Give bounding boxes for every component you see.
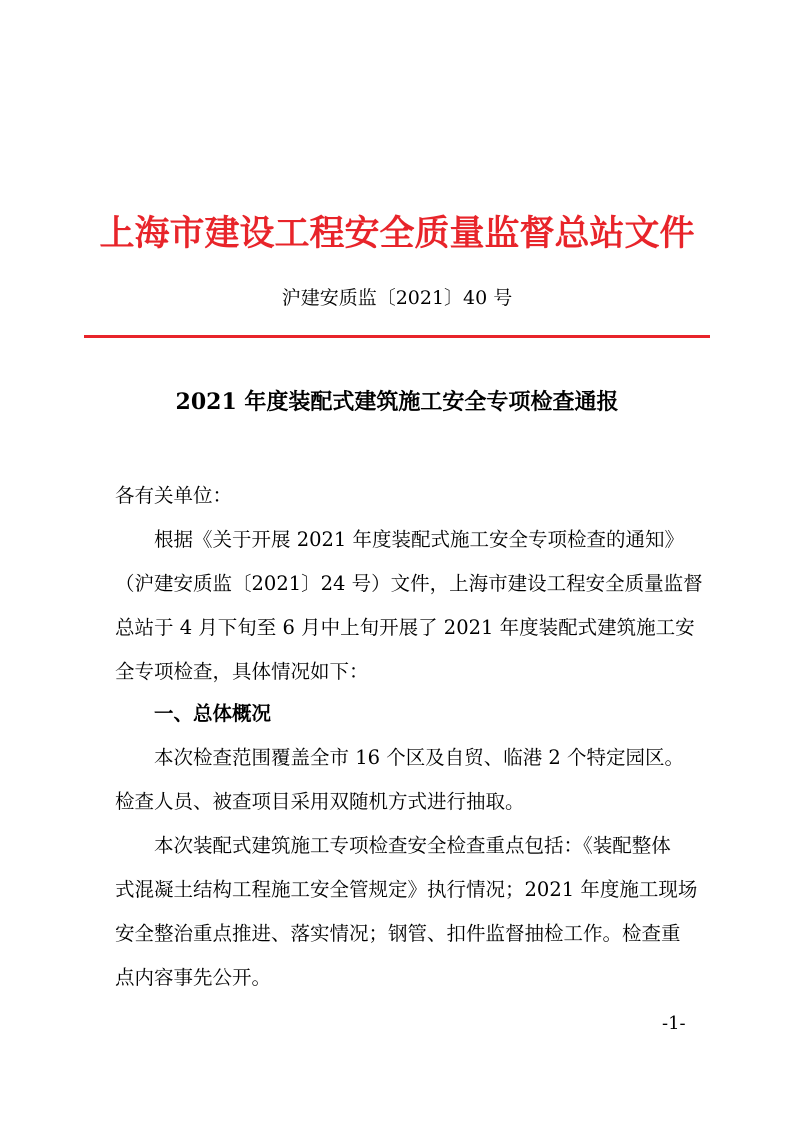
paragraph-overview <box>115 736 695 824</box>
page-number: -1- <box>662 1013 686 1034</box>
paragraph-line: （沪建安质监〔2021〕24 号）文件，上海市建设工程安全质量监督 <box>115 572 703 595</box>
section-heading: 一、总体概况 <box>154 702 272 725</box>
paragraph-line: 总站于 4 月下旬至 6 月中上旬开展了 2021 年度装配式建筑施工安 <box>115 616 695 639</box>
paragraph-focus <box>115 824 698 1000</box>
paragraph-line: 式混凝土结构工程施工安全管规定》执行情况；2021 年度施工现场 <box>115 878 698 901</box>
document-title: 2021 年度装配式建筑施工安全专项检查通报 <box>175 389 619 415</box>
paragraph-line: 全专项检查，具体情况如下： <box>115 660 369 683</box>
red-divider <box>84 335 710 338</box>
issuer-header: 上海市建设工程安全质量监督总站文件 <box>99 214 695 254</box>
document-number: 沪建安质监〔2021〕40 号 <box>281 287 513 309</box>
paragraph-line: 安全整治重点推进、落实情况；钢管、扣件监督抽检工作。检查重 <box>115 922 681 945</box>
paragraph-line: 根据《关于开展 2021 年度装配式施工安全专项检查的通知》 <box>154 528 685 551</box>
salutation: 各有关单位： <box>115 484 233 507</box>
paragraph-line: 点内容事先公开。 <box>115 966 272 989</box>
paragraph-line: 检查人员、被查项目采用双随机方式进行抽取。 <box>115 790 525 813</box>
paragraph-line: 本次检查范围覆盖全市 16 个区及自贸、临港 2 个特定园区。 <box>154 746 685 769</box>
paragraph-intro <box>115 518 703 694</box>
paragraph-line: 本次装配式建筑施工专项检查安全检查重点包括：《装配整体 <box>154 834 671 857</box>
